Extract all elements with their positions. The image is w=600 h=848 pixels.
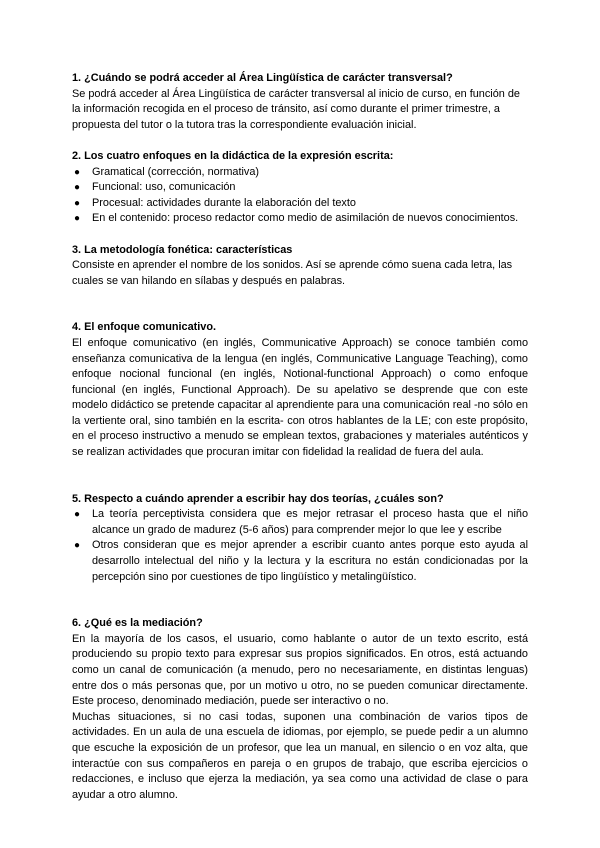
section-5-list	[72, 507, 528, 585]
section-3	[72, 243, 528, 290]
list-item: ● Funcional: uso, comunicación	[72, 180, 528, 196]
section-1-heading: 1. ¿Cuándo se podrá acceder al Área Lingüística de carácter transversal?	[72, 72, 453, 84]
bullet-icon: ●	[74, 213, 81, 225]
list-item: ● Otros consideran que es mejor aprender a escribir cuanto antes porque esto ayuda al desarrollo intelectual del niño y la lectura y la escritura no están condicionadas por la percepción sino por cuestiones de tipo lingüístico y metalingüístico.	[74, 539, 528, 583]
list-item: ● Gramatical (corrección, normativa)	[72, 165, 528, 181]
list-item: ● La teoría perceptivista considera que es mejor retrasar el proceso hasta que el niño alcance un grado de madurez (5-6 años) para comprender mejor lo que lee y escribe	[74, 508, 528, 536]
section-4	[72, 320, 528, 460]
list-item: ● En el contenido: proceso redactor como medio de asimilación de nuevos conocimientos.	[72, 211, 528, 227]
section-2	[72, 149, 528, 227]
section-6-heading: 6. ¿Qué es la mediación?	[72, 617, 203, 630]
section-1-paragraph: Se podrá acceder al Área Lingüística de carácter transversal al inicio de curso, en función de la información recogida en el proceso de tránsito, así como durante el primer trimestre, a propuesta del tutor o la tutora tras la correspondiente evaluación inicial.	[72, 87, 520, 131]
section-6	[72, 616, 528, 803]
bullet-icon: ●	[74, 166, 81, 178]
section-2-list	[72, 165, 528, 227]
section-3-paragraph: Consiste en aprender el nombre de los sonidos. Así se aprende cómo suena cada letra, las cuales se van hilando en sílabas y después en palabras.	[72, 259, 513, 287]
bullet-icon: ●	[74, 509, 81, 521]
list-item: ● Procesual: actividades durante la elaboración del texto	[72, 196, 528, 212]
document-page	[72, 71, 528, 803]
section-6-paragraph-2: Muchas situaciones, si no casi todas, suponen una combinación de varios tipos de actividades. En un aula de una escuela de idiomas, por ejemplo, se puede pedir a un alumno que escuche la exposición de un profesor, que lea un manual, en silencio o en voz alta, que interactúe con sus compañeros en pareja o en grupos de trabajo, que escriba ejercicios o redacciones, e incluso que ejerza la mediación, ya sea como una actividad de clase o para ayudar a otro alumno.	[72, 710, 528, 801]
section-3-heading: 3. La metodología fonética: características	[72, 243, 293, 256]
section-4-paragraph: El enfoque comunicativo (en inglés, Communicative Approach) se conoce también como enseñanza comunicativa de la lengua (en inglés, Communicative Language Teaching), como enfoque nocional funcional (en inglés, Notional-functional Approach) o como enfoque funcional (en inglés, Functional Approach). De su apelativo se desprende que con este modelo didáctico se pretende capacitar al aprendiente para una comunicación real -no sólo en la vertiente oral, sino también en la escrita- con otros hablantes de la LE; con este propósito, en el proceso instructivo a menudo se emplean textos, grabaciones y materiales auténticos y se realizan actividades que procuran imitar con fidelidad la realidad de fuera del aula.	[72, 336, 528, 459]
section-4-heading: 4. El enfoque comunicativo.	[72, 321, 217, 334]
section-1	[72, 71, 528, 133]
section-5-heading: 5. Respecto a cuándo aprender a escribir hay dos teorías, ¿cuáles son?	[72, 492, 444, 505]
bullet-icon: ●	[74, 197, 81, 209]
section-6-paragraph-1: En la mayoría de los casos, el usuario, como hablante o autor de un texto escrito, está produciendo su propio texto para expresar sus propios significados. En otros, está actuando como un canal de comunicación (a menudo, pero no necesariamente, en distintas lenguas) entre dos o más personas que, por un motivo u otro, no se pueden comunicar directamente. Este proceso, denominado mediación, puede ser interactivo o no.	[72, 632, 528, 708]
section-2-heading: 2. Los cuatro enfoques en la didáctica de la expresión escrita:	[72, 149, 394, 162]
bullet-icon: ●	[74, 540, 81, 552]
bullet-icon: ●	[74, 182, 81, 194]
section-5	[72, 492, 528, 586]
